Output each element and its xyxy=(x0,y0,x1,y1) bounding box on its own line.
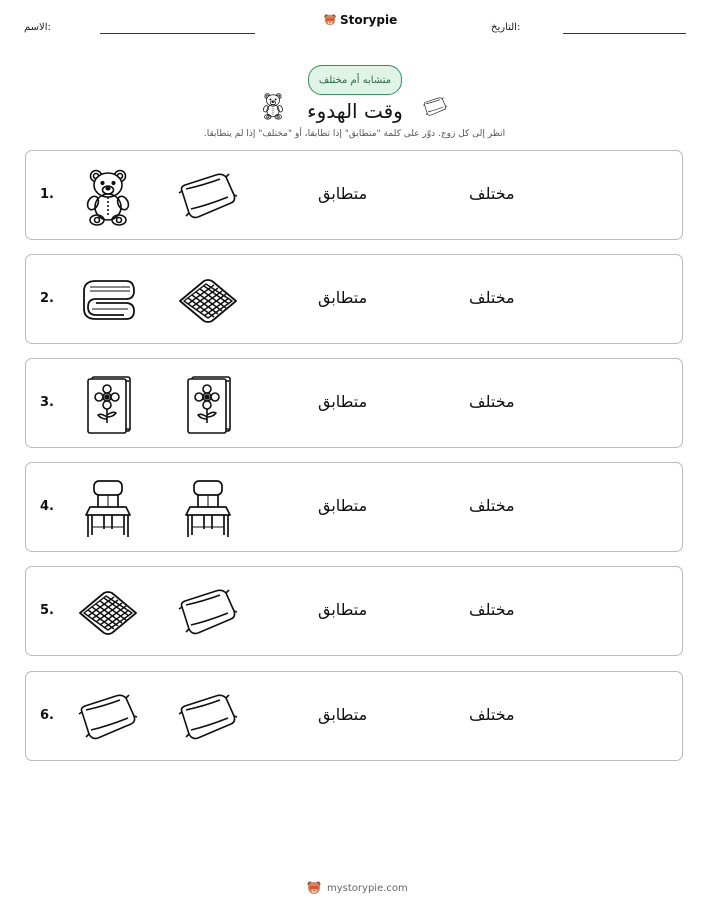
pillow-icon xyxy=(419,94,451,120)
teddy-bear-icon xyxy=(258,90,288,122)
different-option[interactable]: مختلف xyxy=(469,600,515,619)
pillow-icon xyxy=(76,686,140,750)
book-icon xyxy=(176,373,240,437)
bear-logo-icon xyxy=(323,13,337,27)
footer-url: mystorypie.com xyxy=(327,882,408,894)
bear-logo-icon xyxy=(306,880,322,896)
name-line[interactable] xyxy=(100,33,255,34)
same-option[interactable]: متطابق xyxy=(318,288,368,307)
same-option[interactable]: متطابق xyxy=(318,392,368,411)
quilt-icon xyxy=(76,581,140,645)
same-option[interactable]: متطابق xyxy=(318,705,368,724)
chair-icon xyxy=(76,477,140,541)
blanket-icon xyxy=(76,269,140,333)
same-option[interactable]: متطابق xyxy=(318,600,368,619)
teddy-bear-icon xyxy=(76,165,140,229)
question-number: 3. xyxy=(40,395,54,410)
question-row xyxy=(25,462,683,552)
question-number: 1. xyxy=(40,187,54,202)
different-option[interactable]: مختلف xyxy=(469,705,515,724)
question-number: 2. xyxy=(40,291,54,306)
question-number: 5. xyxy=(40,603,54,618)
different-option[interactable]: مختلف xyxy=(469,184,515,203)
same-option[interactable]: متطابق xyxy=(318,184,368,203)
pillow-icon xyxy=(176,581,240,645)
question-row xyxy=(25,671,683,761)
quilt-icon xyxy=(176,269,240,333)
date-line[interactable] xyxy=(563,33,686,34)
question-number: 4. xyxy=(40,499,54,514)
same-option[interactable]: متطابق xyxy=(318,496,368,515)
brand-name: Storypie xyxy=(340,13,398,27)
page-title: وقت الهدوء xyxy=(307,99,403,123)
different-option[interactable]: مختلف xyxy=(469,392,515,411)
question-row xyxy=(25,150,683,240)
footer xyxy=(306,880,408,896)
question-row xyxy=(25,254,683,344)
instructions-text: انظر إلى كل زوج. دوّر على كلمة "متطابق" إذا تطابقا، أو "مختلف" إذا لم يتطابقا. xyxy=(203,129,506,139)
question-number: 6. xyxy=(40,708,54,723)
question-row xyxy=(25,566,683,656)
question-row xyxy=(25,358,683,448)
different-option[interactable]: مختلف xyxy=(469,496,515,515)
date-label: التاريخ: xyxy=(491,22,521,33)
chair-icon xyxy=(176,477,240,541)
pillow-icon xyxy=(176,165,240,229)
book-icon xyxy=(76,373,140,437)
different-option[interactable]: مختلف xyxy=(469,288,515,307)
name-label: الاسم: xyxy=(24,22,51,33)
pillow-icon xyxy=(176,686,240,750)
storypie-logo xyxy=(323,13,397,27)
worksheet-type-badge: متشابه أم مختلف xyxy=(308,65,402,95)
